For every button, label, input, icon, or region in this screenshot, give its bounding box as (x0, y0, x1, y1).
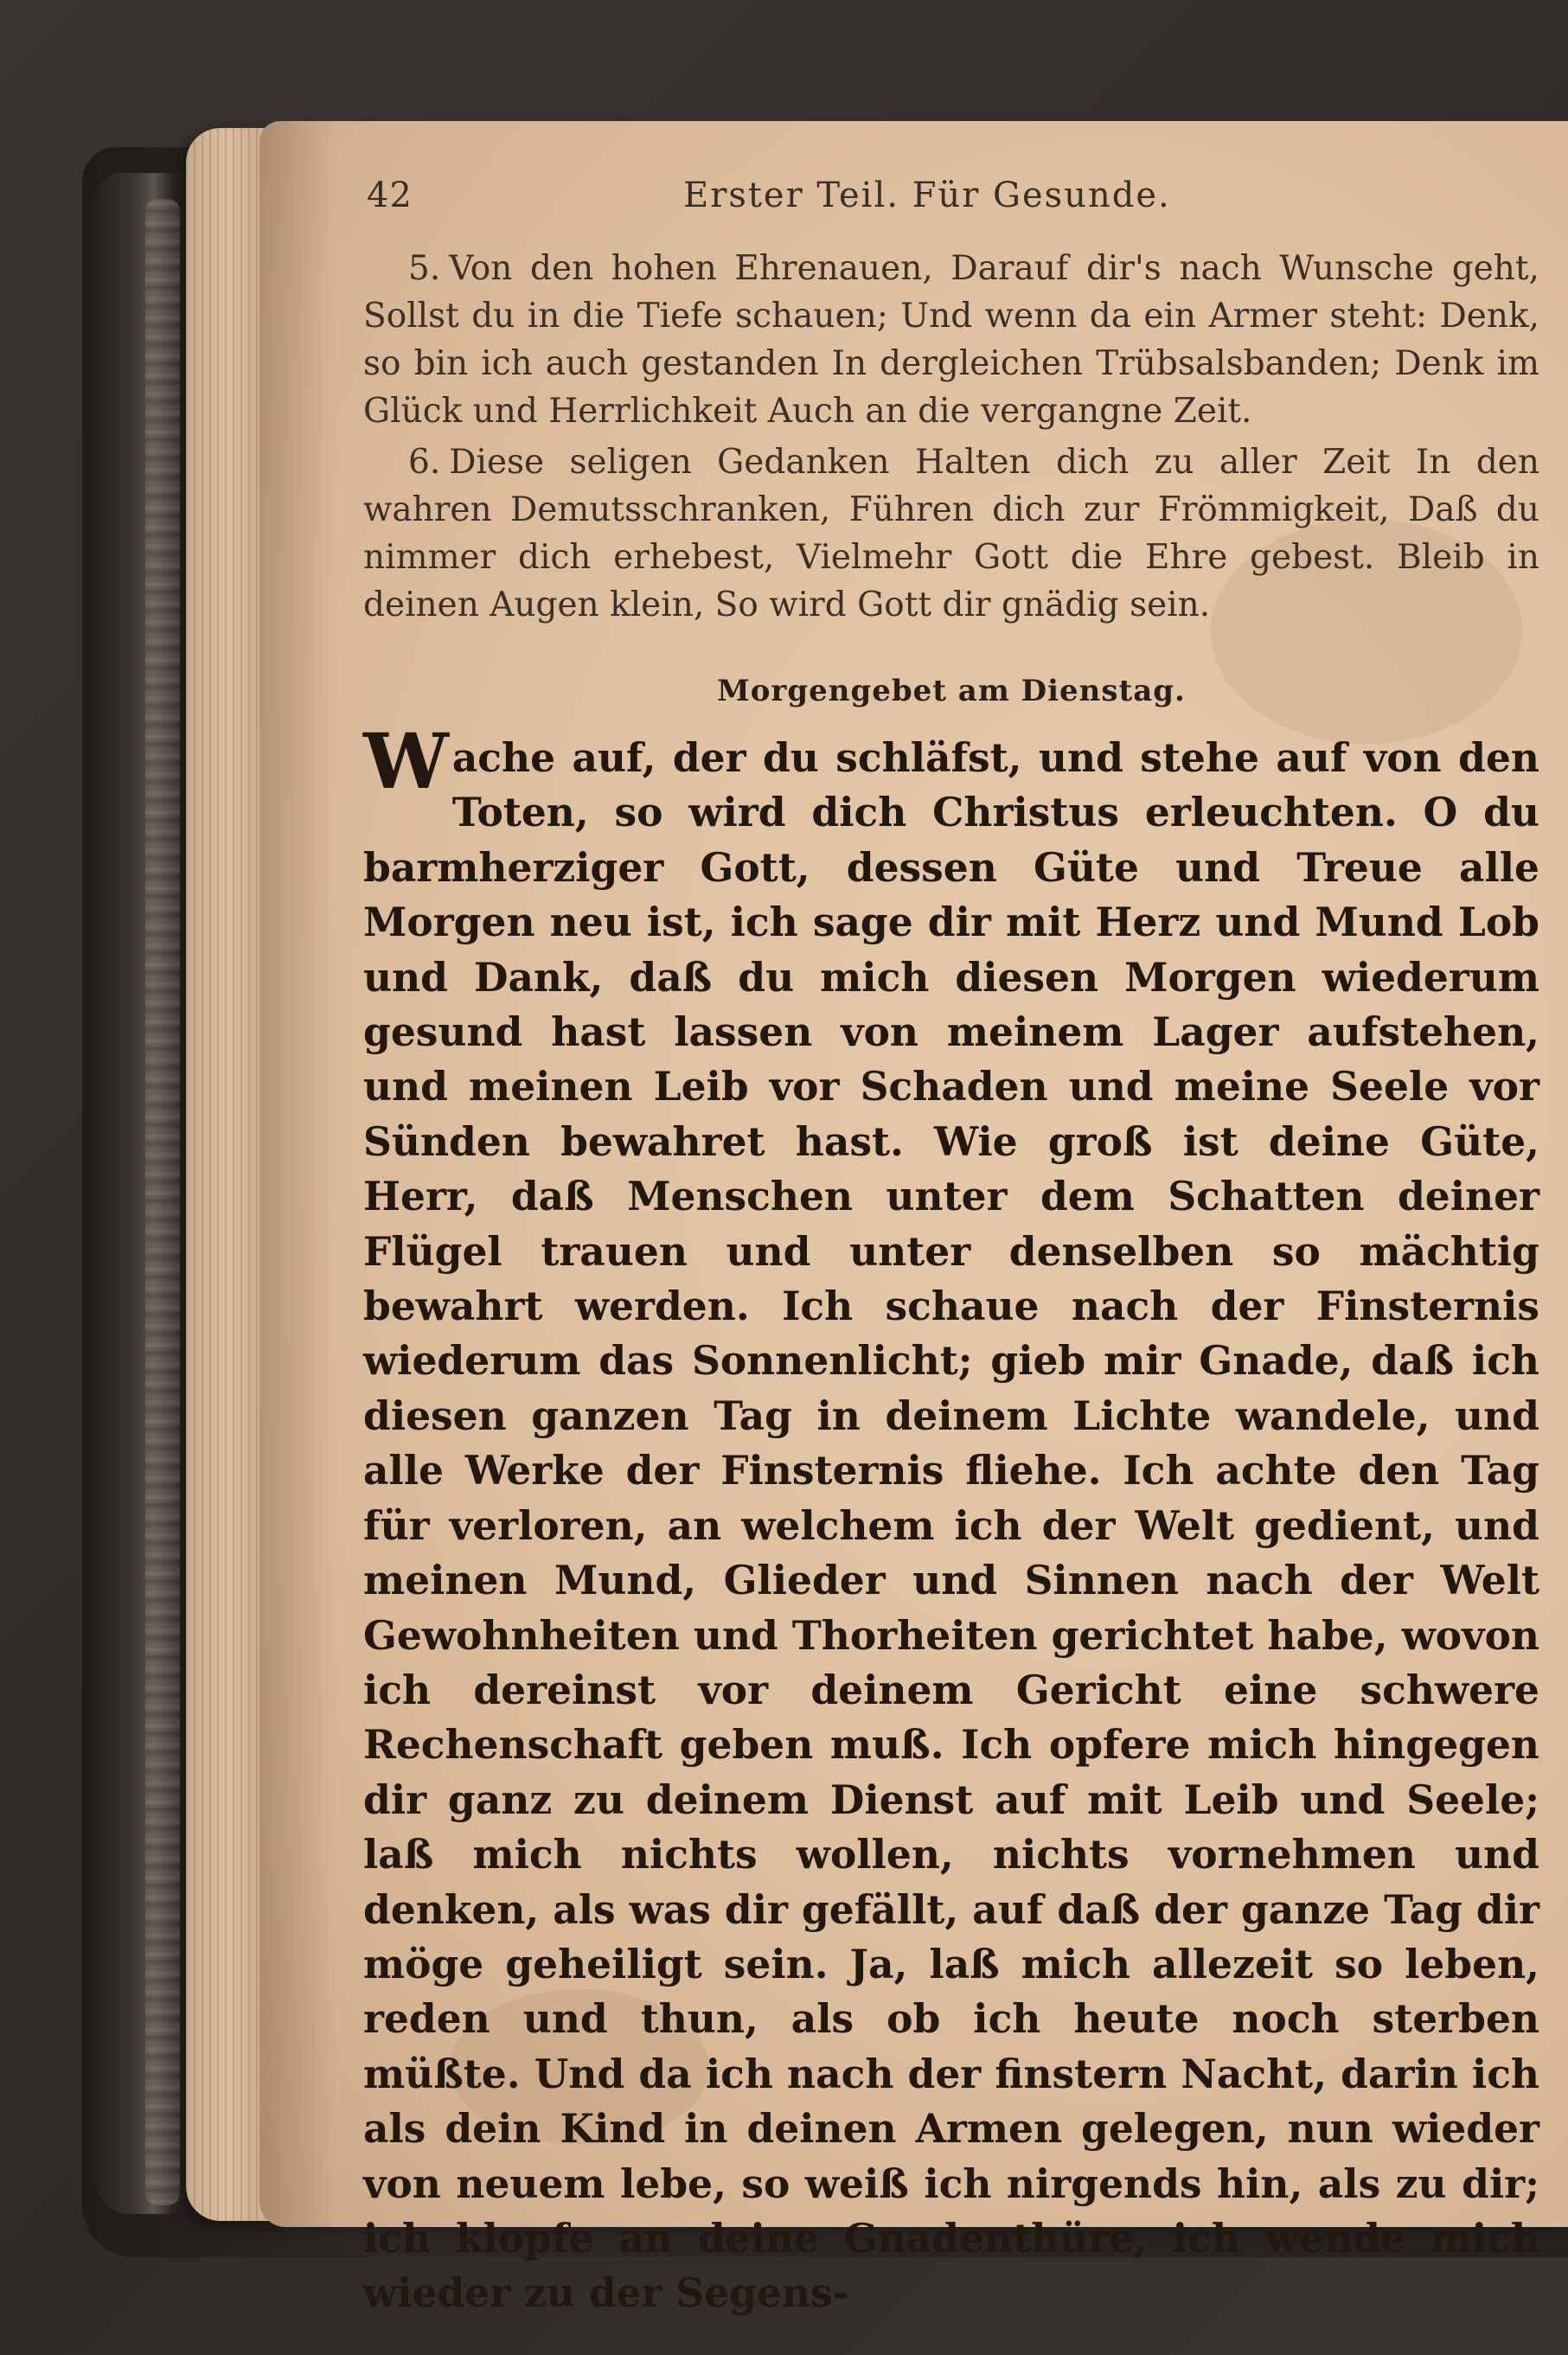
running-head (363, 169, 1539, 221)
page-gutter-shadow (259, 121, 337, 2227)
verse-number: 6. (408, 443, 441, 482)
prayer-body: ache auf, der du schläfst, und stehe auf von den Toten, so wird dich Christus erleuchten. O du barmherziger Gott, dessen Güte und Treue alle Morgen neu ist, ich sage dir mit Herz und Mund Lob und Dank, daß du mich diesen Morgen wiederum gesund hast lassen von meinem Lager aufstehen, und meinen Leib vor Schaden und meine Seele vor Sünden bewahret hast. Wie groß ist deine Güte, Herr, daß Menschen unter dem Schatten deiner Flügel trauen und unter denselben so mächtig bewahrt werden. Ich schaue nach der Finsternis wiederum das Sonnenlicht; gieb mir Gnade, daß ich diesen ganzen Tag in deinem Lichte wandele, und alle Werke der Finsternis fliehe. Ich achte den Tag für verloren, an welchem ich der Welt gedient, und meinen Mund, Glieder und Sinnen nach der Welt Gewohnheiten und Thorheiten gerichtet habe, wovon ich dereinst vor deinem Gericht eine schwere Rechenschaft geben muß. Ich opfere mich hingegen dir ganz zu deinem Dienst auf mit Leib und Seele; laß mich nichts wollen, nichts vornehmen und denken, als was dir gefällt, auf daß der ganze Tag dir möge geheiligt sein. Ja, laß mich allezeit so leben, reden und thun, als ob ich heute noch sterben müßte. Und da ich nach der finstern Nacht, darin ich als dein Kind in deinen Armen gelegen, nun wieder von neuem lebe, so weiß ich nirgends hin, als zu dir; ich klopfe an deine Gnadenthüre, ich wende mich wieder zu der Segens- (363, 734, 1539, 2317)
running-title: Erster Teil. Für Gesunde. (683, 176, 1171, 215)
verse-text: Diese seligen Gedanken Halten dich zu aller Zeit In den wahren Demutsschranken, Führen dich zur Frömmigkeit, Daß du nimmer dich erhebest, Vielmehr Gott die Ehre gebest. Bleib in deinen Augen klein, So wird Gott dir gnädig sein. (363, 443, 1539, 624)
spine-wear (145, 199, 180, 2205)
verse-text: Von den hohen Ehrenauen, Darauf dir's nach Wunsche geht, Sollst du in die Tiefe schauen; Und wenn da ein Armer steht: Denk, so bin ich auch gestanden In dergleichen Trübsalsbanden; Denk im Glück und Herrlichkeit Auch an die vergangne Zeit. (363, 249, 1539, 431)
verse (363, 245, 1539, 435)
prayer-text (363, 716, 1539, 2321)
hymn-verses (363, 245, 1539, 629)
page-content (363, 169, 1539, 2321)
page-number: 42 (367, 176, 413, 215)
verse (363, 438, 1539, 629)
verse-number: 5. (408, 249, 441, 288)
drop-initial: W (363, 716, 449, 806)
section-heading: Morgengebet am Dienstag. (717, 674, 1186, 708)
